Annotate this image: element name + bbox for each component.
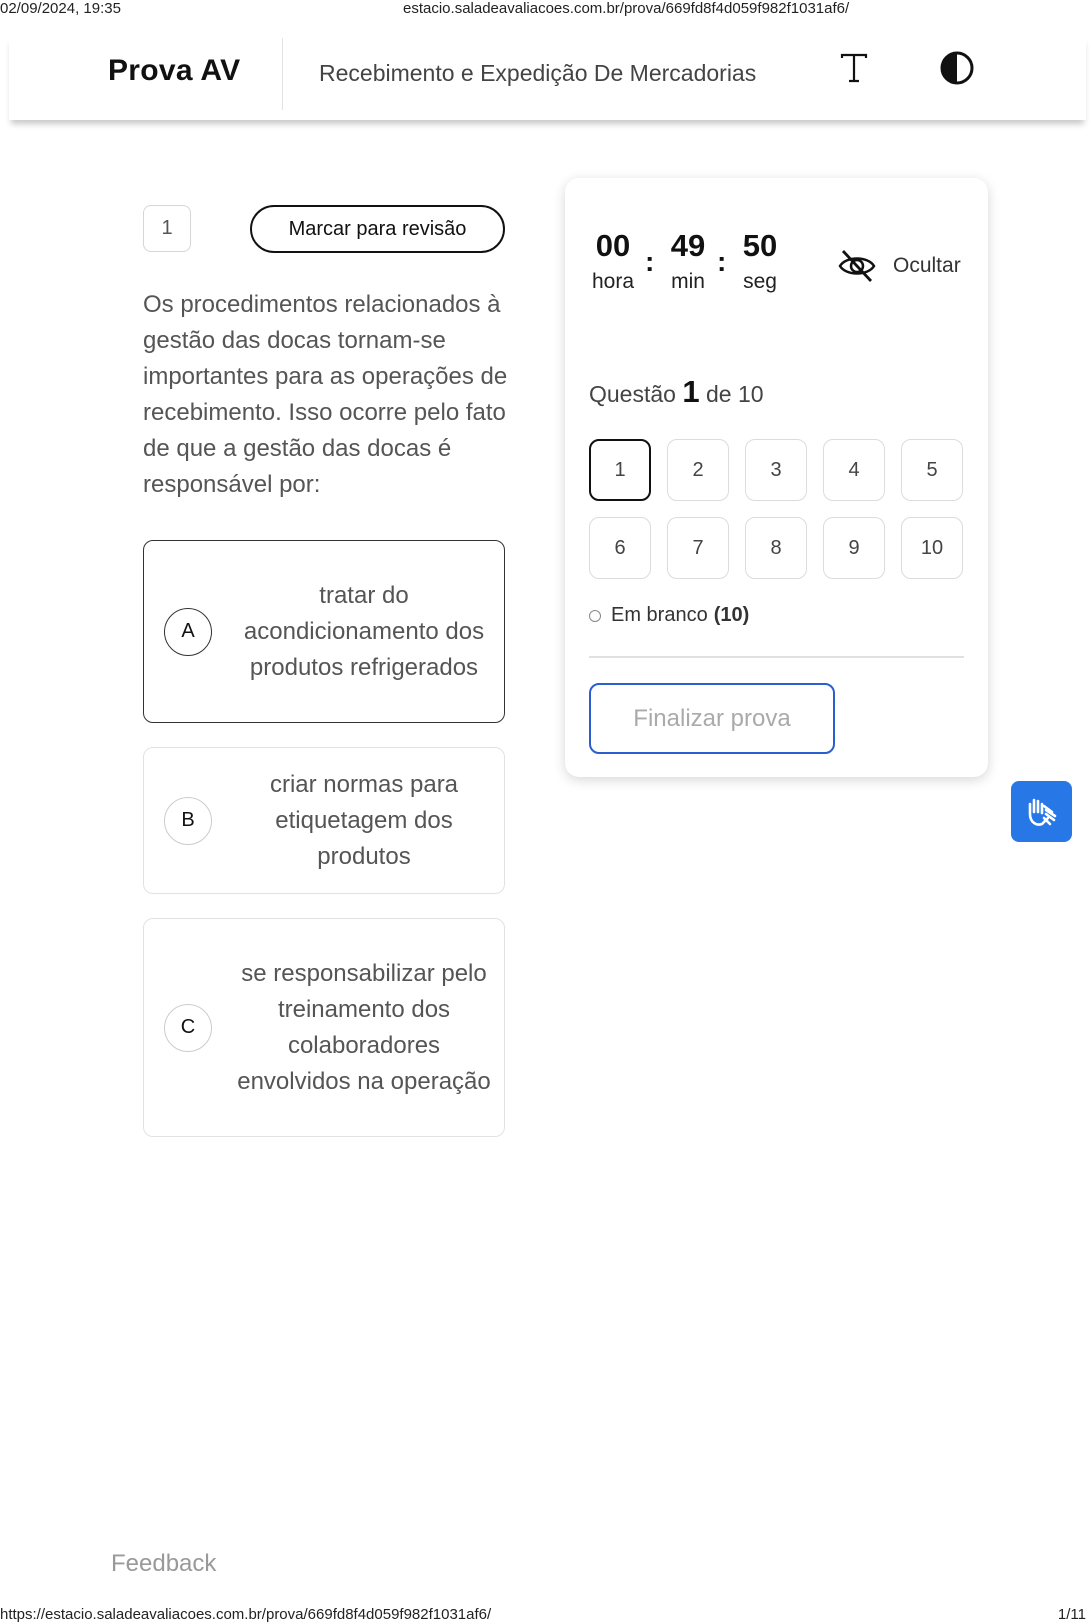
contrast-icon [939,50,975,86]
question-counter [589,374,764,410]
blank-label: Em branco [611,604,708,626]
blank-count: (10) [713,604,750,626]
question-nav-5[interactable]: 5 [901,439,963,501]
blank-circle-icon [589,610,601,622]
timer-separator: : [645,246,655,277]
libras-accessibility-button[interactable] [1011,781,1072,842]
question-nav-6[interactable]: 6 [589,517,651,579]
question-counter-prefix: Questão [589,381,676,407]
exam-side-panel [565,178,988,777]
timer-minutes-label: min [671,270,705,293]
question-number-badge: 1 [143,205,191,252]
question-nav-2[interactable]: 2 [667,439,729,501]
question-nav-3[interactable]: 3 [745,439,807,501]
question-nav-4[interactable]: 4 [823,439,885,501]
timer-seconds [732,228,788,294]
timer-hours [585,228,641,294]
question-nav-7[interactable]: 7 [667,517,729,579]
sign-language-hands-icon [1022,792,1062,832]
option-c[interactable] [143,918,505,1137]
question-counter-suffix: de 10 [705,381,764,407]
question-navigator-grid [589,439,964,579]
timer-seconds-value: 50 [742,228,778,263]
timer-minutes-value: 49 [670,228,706,263]
option-text: tratar do acondicionamento dos produtos refrigerados [243,581,485,681]
question-nav-9[interactable]: 9 [823,517,885,579]
finish-exam-button[interactable]: Finalizar prova [589,683,835,754]
print-page-number: 1/11 [1057,1606,1086,1623]
topbar-divider [282,38,283,110]
option-letter: A [164,608,212,656]
option-letter: C [164,1004,212,1052]
timer-hours-value: 00 [595,228,631,263]
question-nav-10[interactable]: 10 [901,517,963,579]
print-url-title: estacio.saladeavaliacoes.com.br/prova/669fd8f4d059f982f1031af6/ [403,0,850,17]
brand-title: Prova AV [108,54,241,87]
panel-divider [589,656,964,658]
option-letter: B [164,797,212,845]
font-size-button[interactable] [834,48,874,88]
question-nav-8[interactable]: 8 [745,517,807,579]
question-nav-1[interactable]: 1 [589,439,651,501]
hide-timer-button[interactable] [837,246,961,286]
print-footer-url: https://estacio.saladeavaliacoes.com.br/prova/669fd8f4d059f982f1031af6/ [0,1606,492,1623]
mark-for-review-button[interactable]: Marcar para revisão [250,205,505,253]
blank-status [589,604,749,627]
question-text: Os procedimentos relacionados à gestão das docas tornam-se importantes para as operações de recebimento. Isso ocorre pelo fato de que a gestão das docas é responsável por: [143,291,508,498]
timer-separator: : [717,246,727,277]
timer-seconds-label: seg [743,270,777,293]
option-text: criar normas para etiquetagem dos produtos [269,770,459,870]
option-a[interactable] [143,540,505,723]
eye-off-icon [837,248,877,284]
timer-minutes [660,228,716,294]
top-bar [9,36,1086,120]
question-counter-current: 1 [682,374,700,409]
hide-timer-label: Ocultar [893,254,961,277]
course-title: Recebimento e Expedição De Mercadorias [319,60,757,86]
contrast-button[interactable] [937,48,977,88]
timer-hours-label: hora [591,270,635,293]
option-b[interactable] [143,747,505,894]
text-size-icon [839,52,869,84]
print-datetime: 02/09/2024, 19:35 [0,0,121,17]
feedback-link[interactable]: Feedback [111,1550,217,1577]
option-text: se responsabilizar pelo treinamento dos colaboradores envolvidos na operação [237,959,491,1095]
